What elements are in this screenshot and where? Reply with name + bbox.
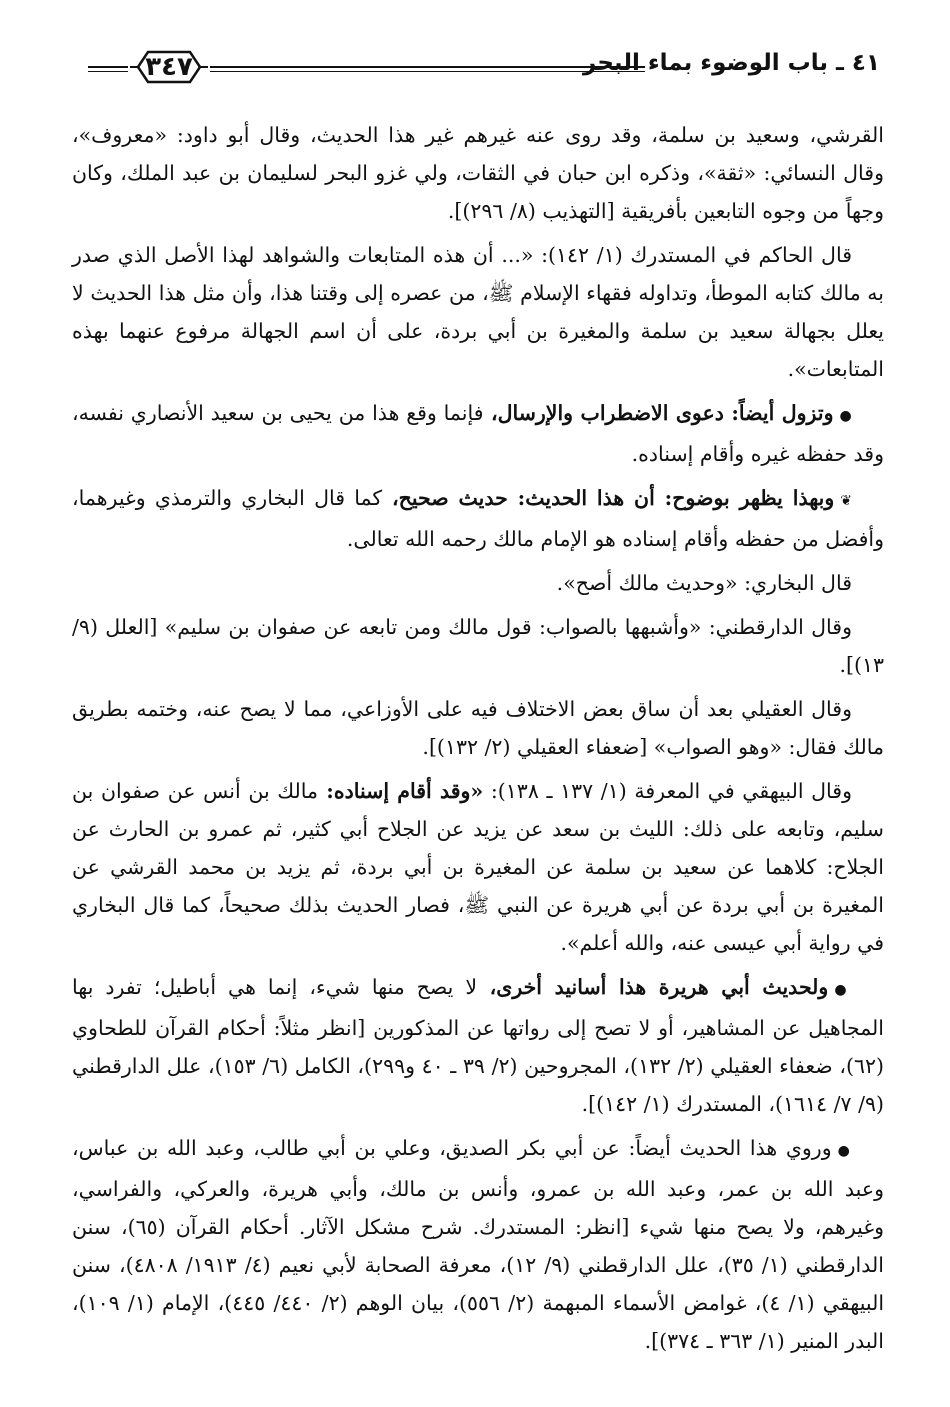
paragraph-text: فإنما وقع هذا من يحيى بن سعيد الأنصاري نفسه، وقد حفظه غيره وأقام إسناده. <box>72 401 884 466</box>
header-rule <box>210 66 645 72</box>
paragraph-text: وقال العقيلي بعد أن ساق بعض الاختلاف فيه على الأوزاعي، مما لا يصح عنه، وختمه بطريق مالك فقال: «وهو الصواب» [ضعفاء العقيلي (٢/ ١٣٢)]. <box>72 697 884 759</box>
bullet-icon: ❦ <box>840 493 853 509</box>
header-rule-left <box>88 66 128 72</box>
paragraph <box>72 479 884 558</box>
paragraph-text: القرشي، وسعيد بن سلمة، وقد روى عنه غيرهم غير هذا الحديث، وقال أبو داود: «معروف»، وقال النسائي: «ثقة»، وذكره ابن حبان في الثقات، ولي غزو البحر لسليمان بن عبد الملك، وكان وجهاً من وجوه التابعين بأفريقية [التهذيب (٨/ ٢٩٦)]. <box>72 123 884 223</box>
paragraph <box>72 116 884 230</box>
paragraph <box>72 236 884 388</box>
paragraph-text: مالك بن أنس عن صفوان بن سليم، وتابعه على ذلك: الليث بن سعد عن يزيد عن الجلاح أبي كثير، ثم عمرو بن الحارث عن الجلاح: كلاهما عن سعيد بن سلمة عن المغيرة بن أبي بردة، ثم يزيد بن محمد القرشي عن المغيرة بن أبي بردة عن أبي هريرة عن النبي ﷺ، فصار الحديث بذلك صحيحاً، كما قال البخاري في رواية أبي عيسى عنه، والله أعلم». <box>72 779 884 955</box>
paragraph-text: قال البخاري: «وحديث مالك أصح». <box>556 571 852 595</box>
paragraph-text: وقال الدارقطني: «وأشبهها بالصواب: قول مالك ومن تابعه عن صفوان بن سليم» [العلل (٩/ ١٣)]. <box>72 615 884 677</box>
bold-text: وبهذا يظهر بوضوح: أن هذا الحديث: حديث صحيح، <box>382 486 835 510</box>
page-header <box>80 40 880 100</box>
paragraph-text: وقال البيهقي في المعرفة (١/ ١٣٧ ـ ١٣٨): <box>483 779 852 803</box>
paragraph <box>72 690 884 766</box>
paragraph <box>72 394 884 473</box>
bullet-icon: ● <box>839 408 853 424</box>
bullet-icon: ● <box>837 1143 852 1159</box>
paragraph <box>72 564 884 602</box>
paragraph-text: لا يصح منها شيء، إنما هي أباطيل؛ تفرد بها المجاهيل عن المشاهير، أو لا تصح إلى رواتها عن المذكورين [انظر مثلاً: أحكام القرآن للطحاوي (٦٢)، ضعفاء العقيلي (٢/ ١٣٢)، المجروحين (٢/ ٣٩ ـ ٤٠ و٢٩٩)، الكامل (٦/ ١٥٣)، علل الدارقطني (٩/ ٧/ ١٦١٤)، المستدرك (١/ ١٤٢)]. <box>72 975 884 1116</box>
paragraph <box>72 608 884 684</box>
main-text <box>72 116 884 1366</box>
page-number: ٣٤٧ <box>145 52 193 82</box>
bold-text: «وقد أقام إسناده: <box>318 779 484 803</box>
chapter-title: ٤١ ـ باب الوضوء بماء البحر <box>583 50 880 76</box>
paragraph <box>72 772 884 962</box>
paragraph-text: وروي هذا الحديث أيضاً: عن أبي بكر الصديق، وعلي بن أبي طالب، وعبد الله بن عباس، وعبد الله بن عمر، وعبد الله بن عمرو، وأنس بن مالك، وأبي هريرة، والعركي، والفراسي، وغيرهم، ولا يصح منها شيء [انظر: المستدرك. شرح مشكل الآثار. أحكام القرآن (٦٥)، سنن الدارقطني (١/ ٣٥)، علل الدارقطني (٩/ ١٢)، معرفة الصحابة لأبي نعيم (٤/ ١٩١٣/ ٤٨٠٨)، سنن البيهقي (١/ ٤)، غوامض الأسماء المبهمة (٢/ ٥٥٦)، بيان الوهم (٢/ ٤٤٠/ ٤٤٥)، الإمام (١/ ١٠٩)، البدر المنير (١/ ٣٦٣ ـ ٣٧٤)]. <box>72 1136 885 1353</box>
page-number-badge <box>128 46 210 88</box>
paragraph <box>72 968 884 1123</box>
paragraph-text: قال الحاكم في المستدرك (١/ ١٤٢): «... أن هذه المتابعات والشواهد لهذا الأصل الذي صدر به مالك كتابه الموطأ، وتداوله فقهاء الإسلام ﷺ، من عصره إلى وقتنا هذا، وأن مثل هذا الحديث لا يعلل بجهالة سعيد بن سلمة والمغيرة بن أبي بردة، على أن اسم الجهالة مرفوع عنهما بهذه المتابعات». <box>72 243 884 381</box>
paragraph-text: كما قال البخاري والترمذي وغيرهما، وأفضل من حفظه وأقام إسناده هو الإمام مالك رحمه الله تعالى. <box>72 486 884 551</box>
bold-text: ولحديث أبي هريرة هذا أسانيد أخرى، <box>477 975 829 999</box>
paragraph <box>72 1129 884 1360</box>
bullet-icon: ● <box>834 982 852 998</box>
bold-text: وتزول أيضاً: دعوى الاضطراب والإرسال، <box>483 401 834 425</box>
